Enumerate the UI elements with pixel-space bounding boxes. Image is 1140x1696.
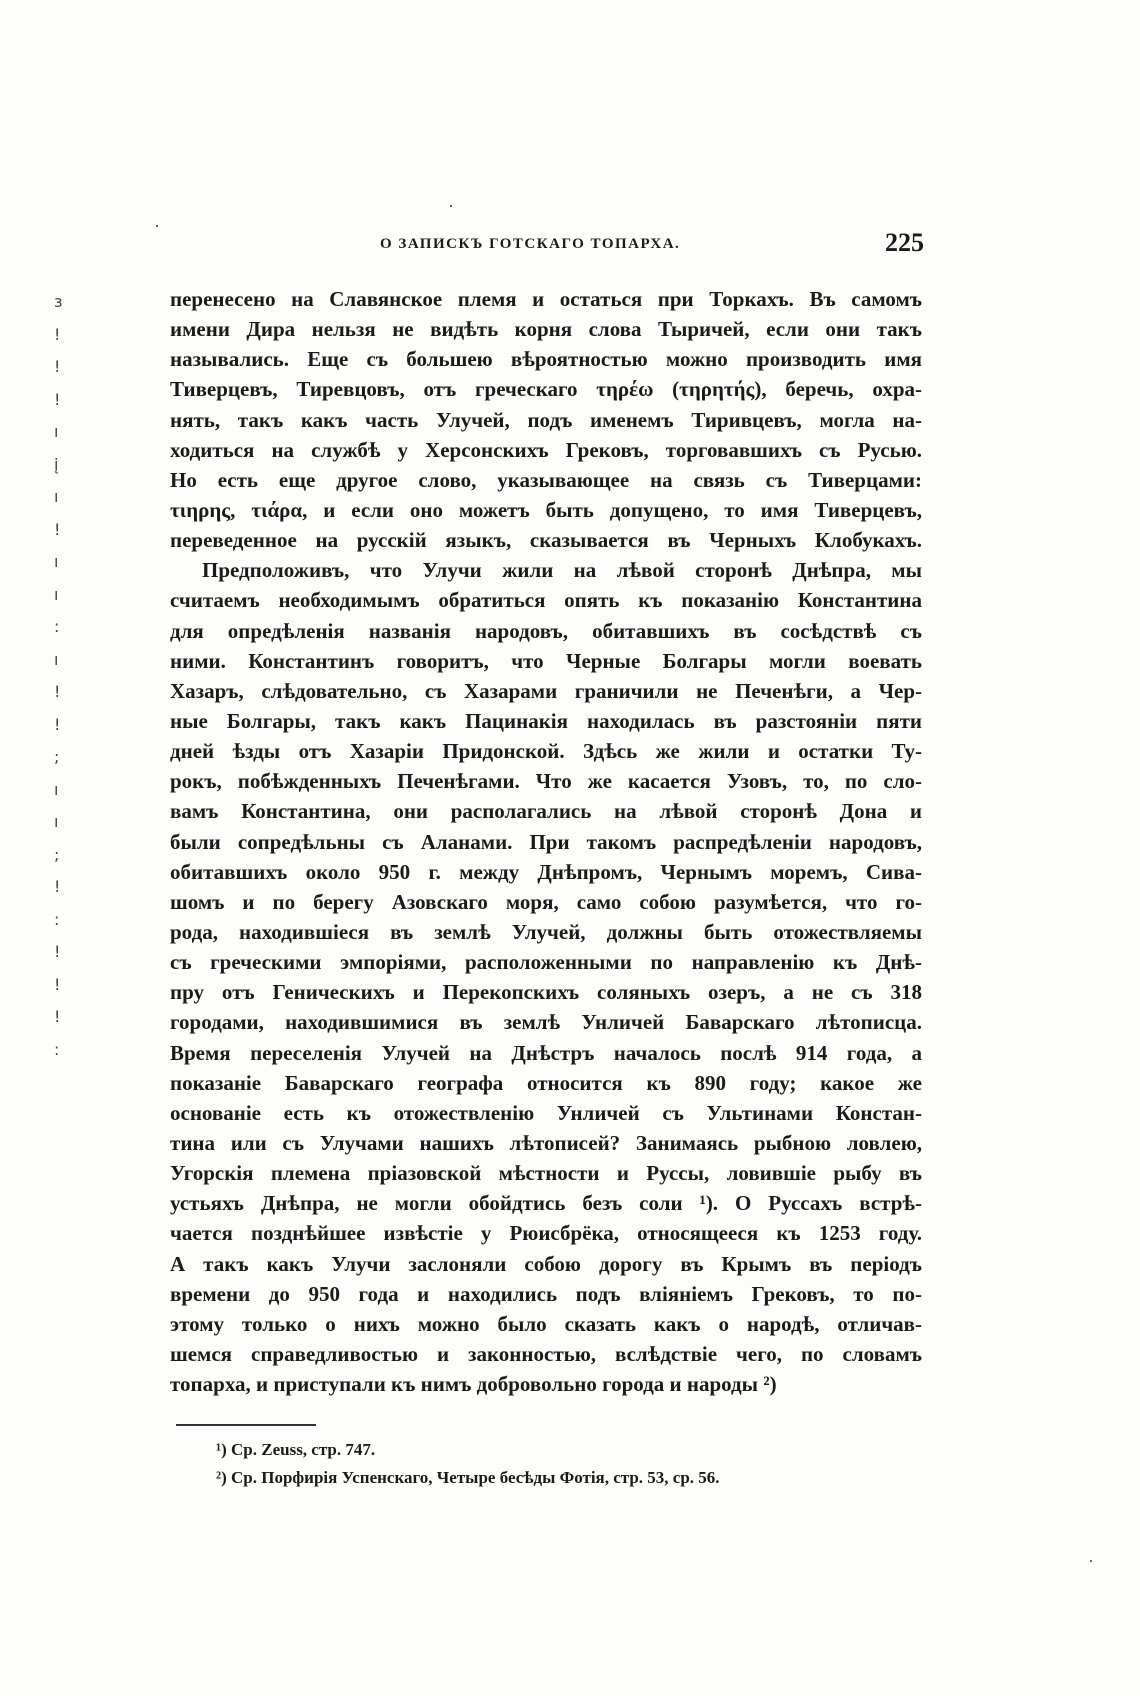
text-line: основаніе есть къ отожествленію Унличей съ Ультинами Констан- [170,1100,922,1125]
page-number: 225 [885,228,924,257]
text-line: рода, находившіеся въ землѣ Улучей, должны быть отожествляемы [170,919,922,944]
text-line: топарха, и приступали къ нимъ добровольно города и народы ²) [170,1372,777,1397]
text-line: ходиться на службѣ у Херсонскихъ Грековъ, торговавшихъ съ Русью. [170,437,922,462]
text-line: тина или съ Улучами нашихъ лѣтописей? Занимаясь рыбною ловлею, [170,1130,922,1155]
scan-speck [1090,1560,1092,1562]
text-line: переведенное на русскій языкъ, сказывается въ Черныхъ Клобукахъ. [170,528,922,553]
text-line: Угорскія племена пріазовской мѣстности и Руссы, ловившіе рыбу въ [170,1161,922,1186]
text-line: считаемъ необходимымъ обратиться опять къ показанію Константина [170,588,922,613]
margin-mark: ı [54,584,59,604]
text-line: имени Дира нельзя не видѣть корня слова Тыричей, если они такъ [170,317,922,342]
footnote: ¹) Ср. Zeuss, стр. 747. [216,1440,376,1459]
margin-mark: ! [54,942,61,961]
text-line: были сопредѣльны съ Аланами. При такомъ распредѣленіи народовъ, [170,829,922,854]
text-line: рокъ, побѣжденныхъ Печенѣгами. Что же касается Узовъ, то, по сло- [170,769,922,794]
running-head: О ЗАПИСКЪ ГОТСКАГО ТОПАРХА. [380,236,681,252]
text-line: ними. Константинъ говоритъ, что Черные Болгары могли воевать [170,648,922,673]
text-line: τιηρης, τιάρα, и если оно можетъ быть допущено, то имя Тиверцевъ, [170,497,922,522]
text-line: А такъ какъ Улучи заслоняли собою дорогу въ Крымъ въ періодъ [170,1251,922,1276]
margin-mark: з [54,292,63,311]
text-line: для опредѣленія названія народовъ, обитавшихъ въ сосѣдствѣ съ [170,618,922,643]
body-text [170,284,922,1399]
margin-mark: ; [54,747,60,766]
text-line: Но есть еще другое слово, указывающее на связь съ Тиверцами: [170,467,922,492]
text-line: назывались. Еще съ большею вѣроятностью можно производить имя [170,347,922,372]
text-line: ные Болгары, такъ какъ Пацинакія находилась въ разстояніи пяти [170,708,922,733]
text-line: этому только о нихъ можно было сказать какъ о народѣ, отличав- [170,1311,922,1336]
margin-mark: ! [54,519,61,539]
margin-mark: ı [54,552,59,571]
text-line: перенесено на Славянское племя и остаться при Торкахъ. Въ самомъ [170,287,922,311]
scan-speck [156,225,158,227]
text-line: дней ѣзды отъ Хазаріи Придонской. Здѣсь же жили и остатки Ту- [170,739,922,764]
text-line: времени до 950 года и находились подъ вліяніемъ Грековъ, то по- [170,1281,922,1306]
text-line: обитавшихъ около 950 г. между Днѣпромъ, Чернымъ моремъ, Сива- [170,859,922,884]
text-line: шомъ и по берегу Азовскаго моря, само собою разумѣется, что го- [170,889,922,914]
margin-mark: ı [54,812,59,831]
text-line: городами, находившимися въ землѣ Унличей Баварскаго лѣтописца. [170,1010,922,1035]
text-line: Время переселенія Улучей на Днѣстръ началось послѣ 914 года, а [170,1040,922,1065]
margin-mark: : [54,1039,60,1059]
text-line: Хазаръ, слѣдовательно, съ Хазарами граничили не Печенѣги, а Чер- [170,678,922,703]
margin-mark: ! [54,877,61,896]
text-line: съ греческими эмпоріями, расположенными по направленію къ Днѣ- [170,950,922,975]
text-line: Тиверцевъ, Тиревцовъ, отъ греческаго τηρέω (τηρητής), беречь, охра- [170,377,922,402]
text-line: Предположивъ, что Улучи жили на лѣвой сторонѣ Днѣпра, мы [202,558,922,583]
margin-mark: ! [54,357,61,376]
margin-mark: į [54,454,59,474]
text-line: показаніе Баварскаго географа относится къ 890 году; какое же [170,1070,922,1095]
margin-mark: : [54,617,60,636]
scan-speck [450,205,452,207]
footnote-rule [176,1424,316,1426]
margin-mark: ! [54,324,61,344]
margin-mark: : [54,909,60,929]
margin-mark: ı [54,487,59,506]
text-line: чается позднѣйшее извѣстіе у Рюисбрёка, относящееся къ 1253 году. [170,1221,922,1246]
margin-mark: ı [54,649,59,669]
margin-mark: ! [54,682,61,701]
margin-mark: ! [54,974,61,994]
text-line: нять, такъ какъ часть Улучей, подъ именемъ Тиривцевъ, могла на- [170,407,922,432]
text-line: устьяхъ Днѣпра, не могли обойдтись безъ соли ¹). О Руссахъ встрѣ- [170,1191,922,1216]
margin-mark: ı [54,779,59,799]
text-line: шемся справедливостью и законностью, вслѣдствіе чего, по словамъ [170,1341,922,1366]
footnote: ²) Ср. Порфирія Успенскаго, Четыре бесѣды Фотія, стр. 53, ср. 56. [216,1468,720,1487]
margin-mark: ; [54,844,60,864]
text-line: вамъ Константина, они располагались на лѣвой сторонѣ Дона и [170,799,922,824]
text-line: пру отъ Геническихъ и Перекопскихъ соляныхъ озеръ, а не съ 318 [170,980,922,1005]
margin-mark: ! [54,714,61,734]
footnotes [216,1436,720,1492]
margin-mark: ! [54,1007,61,1026]
margin-marks [54,286,66,1066]
margin-mark: ı [54,422,59,441]
margin-mark: ! [54,389,61,409]
